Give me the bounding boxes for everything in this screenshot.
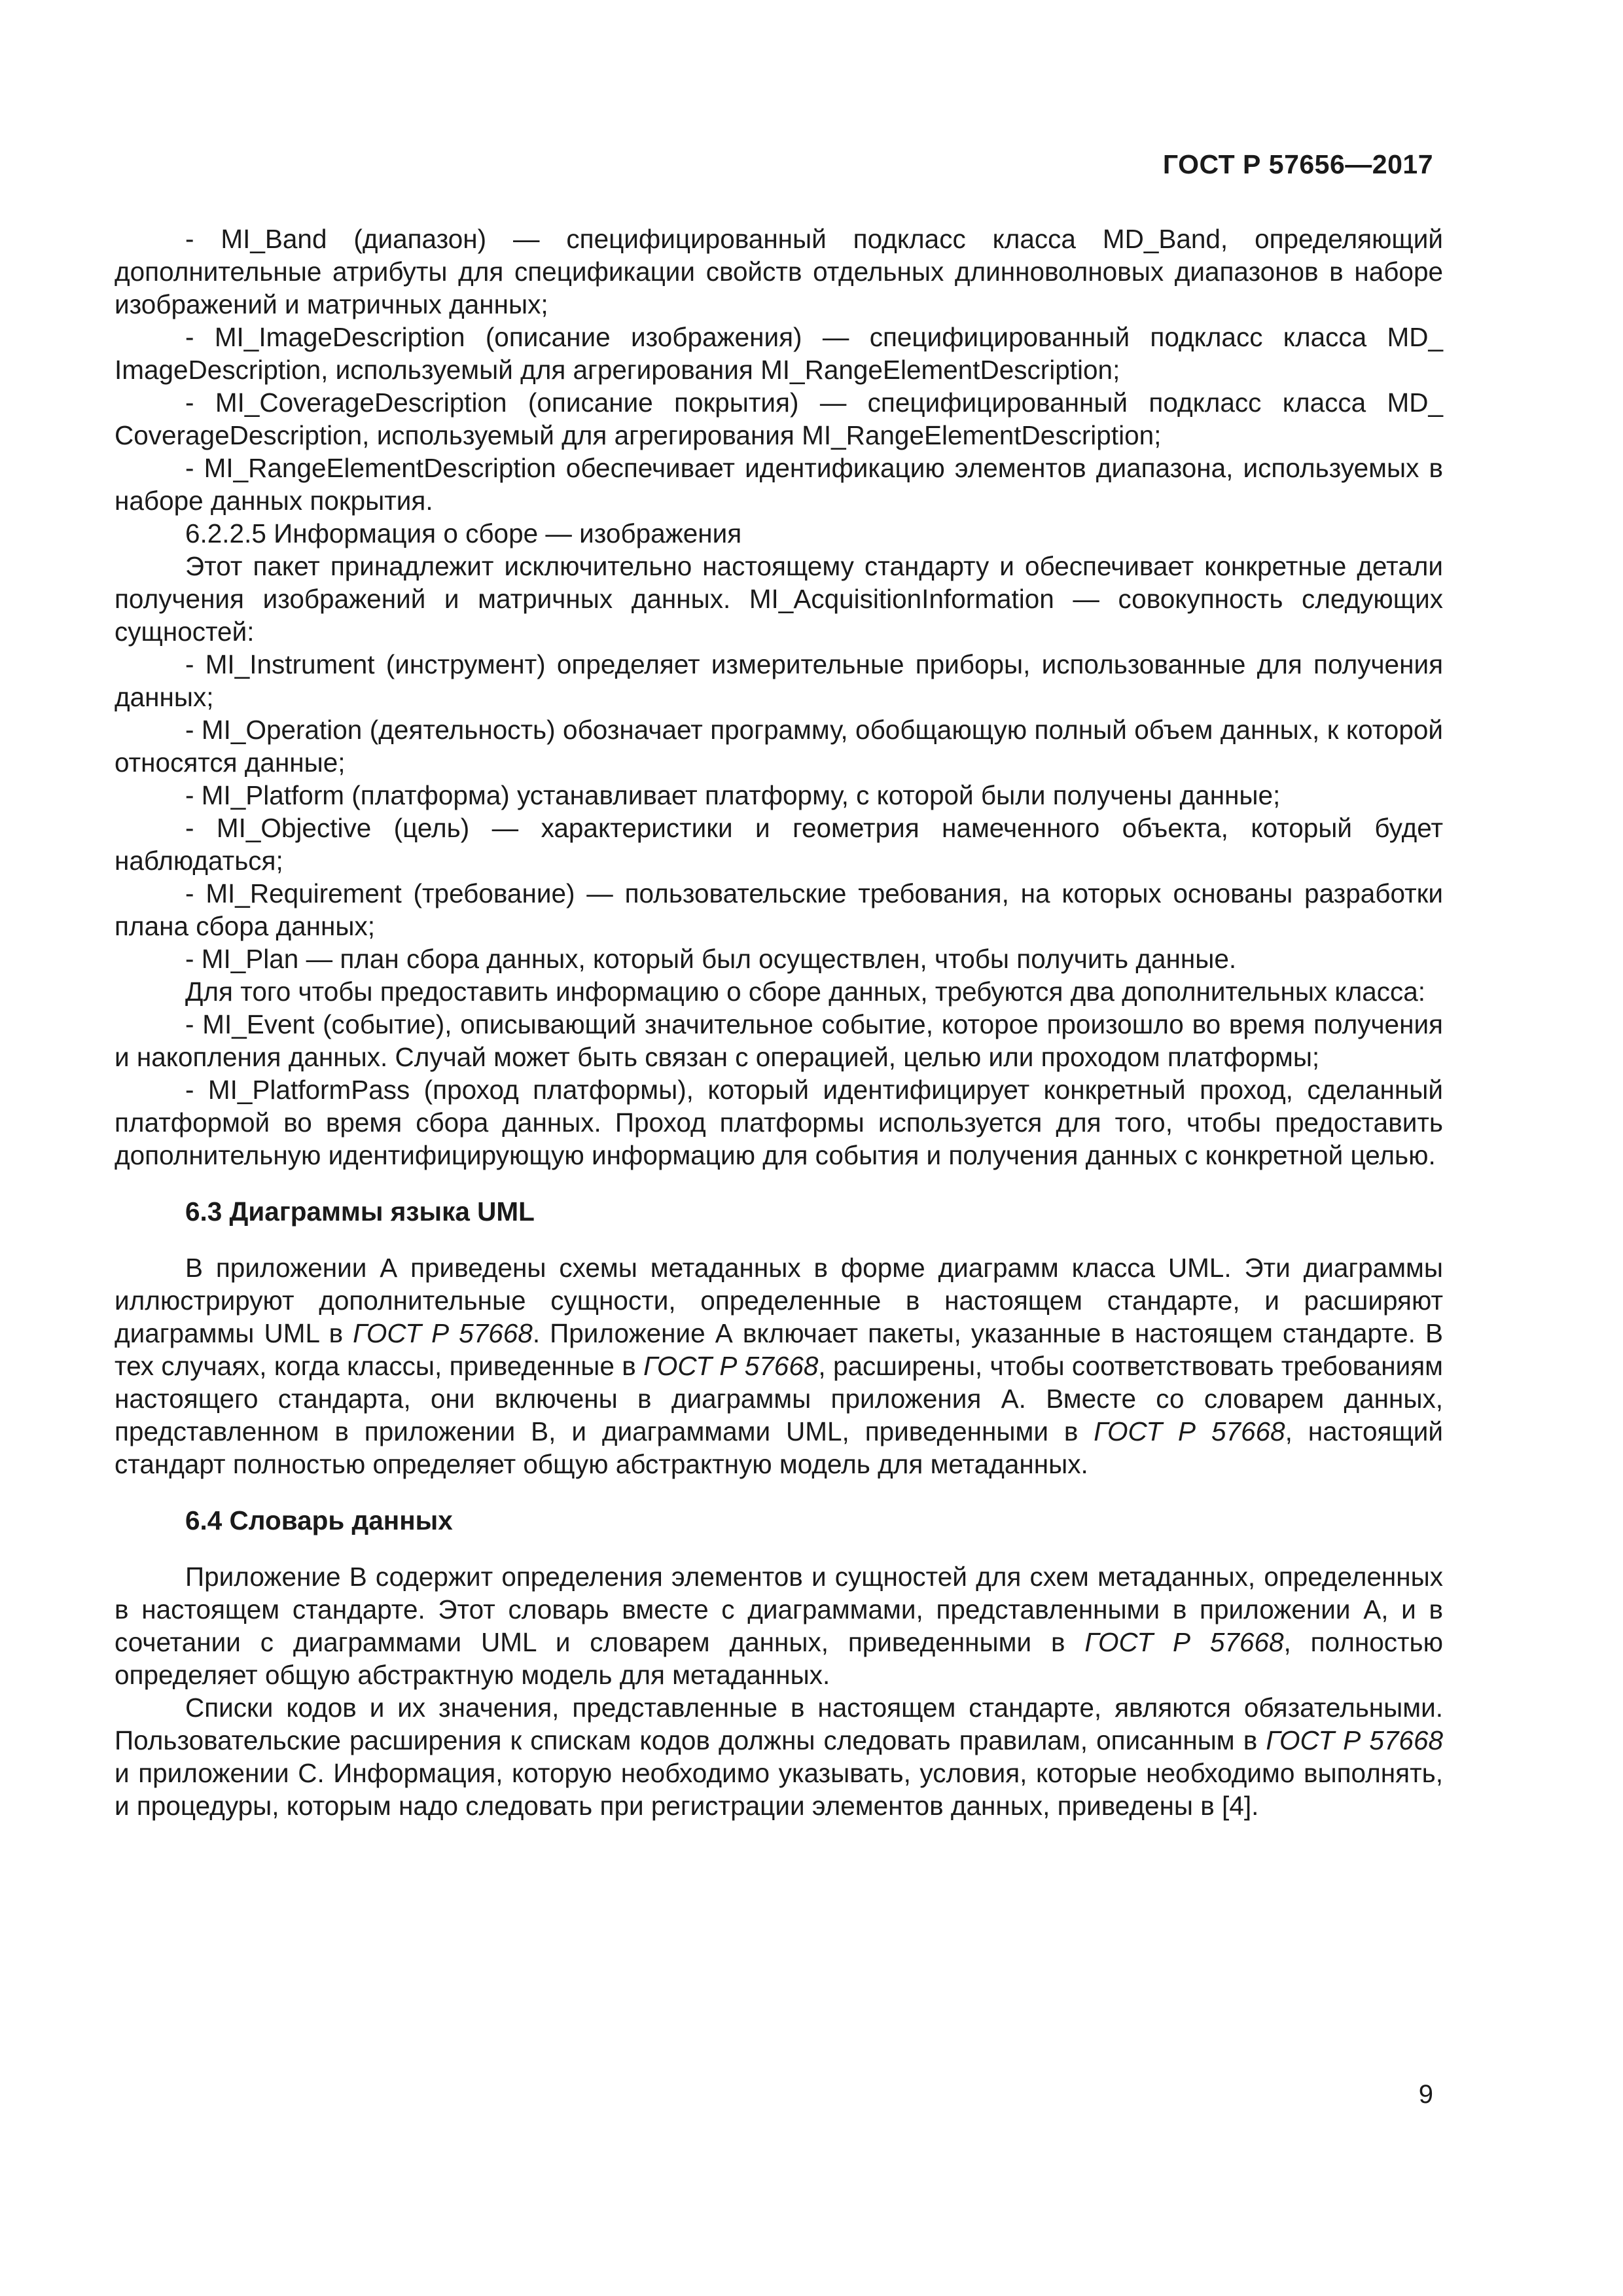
text-span: . Приложение А включает пакеты, указанные в настоящем стандарте. В тех случаях, когда классы, приведенные в bbox=[115, 1318, 1443, 1381]
standard-reference: ГОСТ Р 57668 bbox=[1266, 1725, 1444, 1755]
paragraph-mi-requirement: - MI_Requirement (требование) — пользовательские требования, на которых основаны разработки плана сбора данных; bbox=[115, 878, 1443, 941]
paragraph-acquisition-intro: Этот пакет принадлежит исключительно настоящему стандарту и обеспечивает конкретные детали получения изображений и матричных данных. MI_AcquisitionInformation — совокупность следующих сущностей: bbox=[115, 551, 1443, 647]
standard-reference: ГОСТ Р 57668 bbox=[1094, 1416, 1285, 1446]
paragraph-additional-classes: Для того чтобы предоставить информацию о сборе данных, требуются два дополнительных класса: bbox=[185, 977, 1426, 1007]
text-span: , расширены, чтобы соответствовать требованиям настоящего стандарта, они включены в диаграммы приложения А. Вместе со словарем данных, представленном в приложении В, и диаграммами UML, приведенными в bbox=[115, 1351, 1443, 1446]
paragraph-mi-imagedescription: - MI_ImageDescription (описание изображения) — специфицированный подкласс класса MD_ ImageDescription, используемый для агрегирования MI_RangeElementDescription; bbox=[115, 322, 1443, 385]
page-number: 9 bbox=[1418, 2080, 1433, 2109]
paragraph-mi-coveragedescription: - MI_CoverageDescription (описание покрытия) — специфицированный подкласс класса MD_ CoverageDescription, используемый для агрегирования MI_RangeElementDescription; bbox=[115, 387, 1443, 450]
paragraph-mi-platformpass: - MI_PlatformPass (проход платформы), который идентифицирует конкретный проход, сделанный платформой во время сбора данных. Проход платформы используется для того, чтобы предоставить дополнительную идентифицирующую информацию для события и получения данных с конкретной целью. bbox=[115, 1075, 1443, 1170]
paragraph-mi-event: - MI_Event (событие), описывающий значительное событие, которое произошло во время получения и накопления данных. Случай может быть связан с операцией, целью или проходом платформы; bbox=[115, 1009, 1443, 1072]
subsection-title-6-2-2-5: 6.2.2.5 Информация о сборе — изображения bbox=[185, 518, 742, 548]
text-span: , полностью определяет общую абстрактную модель для метаданных. bbox=[115, 1627, 1443, 1690]
page-body bbox=[115, 223, 1443, 1822]
paragraph-mi-rangeelementdescription: - MI_RangeElementDescription обеспечивает идентификацию элементов диапазона, используемых в наборе данных покрытия. bbox=[115, 453, 1443, 516]
paragraph-mi-band: - MI_Band (диапазон) — специфицированный подкласс класса MD_Band, определяющий дополнительные атрибуты для спецификации свойств отдельных длинноволновых диапазонов в наборе изображений и матричных данных; bbox=[115, 224, 1443, 319]
paragraph-code-lists bbox=[115, 1691, 1443, 1822]
standard-reference: ГОСТ Р 57668 bbox=[353, 1318, 533, 1348]
text-span: Списки кодов и их значения, представленные в настоящем стандарте, являются обязательными. Пользовательские расширения к спискам кодов должны следовать правилам, описанным в bbox=[115, 1693, 1443, 1755]
paragraph-mi-operation: - MI_Operation (деятельность) обозначает программу, обобщающую полный объем данных, к которой относятся данные; bbox=[115, 715, 1443, 778]
text-span: , настоящий стандарт полностью определяет общую абстрактную модель для метаданных. bbox=[115, 1416, 1444, 1479]
text-span: В приложении А приведены схемы метаданных в форме диаграмм класса UML. Эти диаграммы иллюстрируют дополнительные сущности, определенные в настоящем стандарте, и расширяют диаграммы UML в bbox=[115, 1253, 1443, 1348]
section-heading-6-3: 6.3 Диаграммы языка UML bbox=[185, 1196, 535, 1227]
standard-number-header: ГОСТ Р 57656—2017 bbox=[1162, 149, 1433, 179]
paragraph-mi-platform: - MI_Platform (платформа) устанавливает платформу, с которой были получены данные; bbox=[185, 780, 1281, 810]
paragraph-mi-plan: - MI_Plan — план сбора данных, который был осуществлен, чтобы получить данные. bbox=[185, 944, 1237, 974]
paragraph-uml-diagrams bbox=[115, 1251, 1443, 1480]
standard-reference: ГОСТ Р 57668 bbox=[643, 1351, 819, 1381]
text-span: Приложение В содержит определения элементов и сущностей для схем метаданных, определенных в настоящем стандарте. Этот словарь вместе с диаграммами, представленными в приложении А, и в сочетании с диаграммами UML и словарем данных, приведенными в bbox=[115, 1562, 1443, 1657]
standard-reference: ГОСТ Р 57668 bbox=[1084, 1627, 1284, 1657]
text-span: и приложении С. Информация, которую необходимо указывать, условия, которые необходимо выполнять, и процедуры, которым надо следовать при регистрации элементов данных, приведены в [4]. bbox=[115, 1758, 1443, 1821]
section-heading-6-4: 6.4 Словарь данных bbox=[185, 1505, 453, 1535]
paragraph-data-dictionary bbox=[115, 1560, 1443, 1691]
paragraph-mi-objective: - MI_Objective (цель) — характеристики и геометрия намеченного объекта, который будет наблюдаться; bbox=[115, 813, 1443, 876]
paragraph-mi-instrument: - MI_Instrument (инструмент) определяет измерительные приборы, использованные для получения данных; bbox=[115, 649, 1443, 712]
